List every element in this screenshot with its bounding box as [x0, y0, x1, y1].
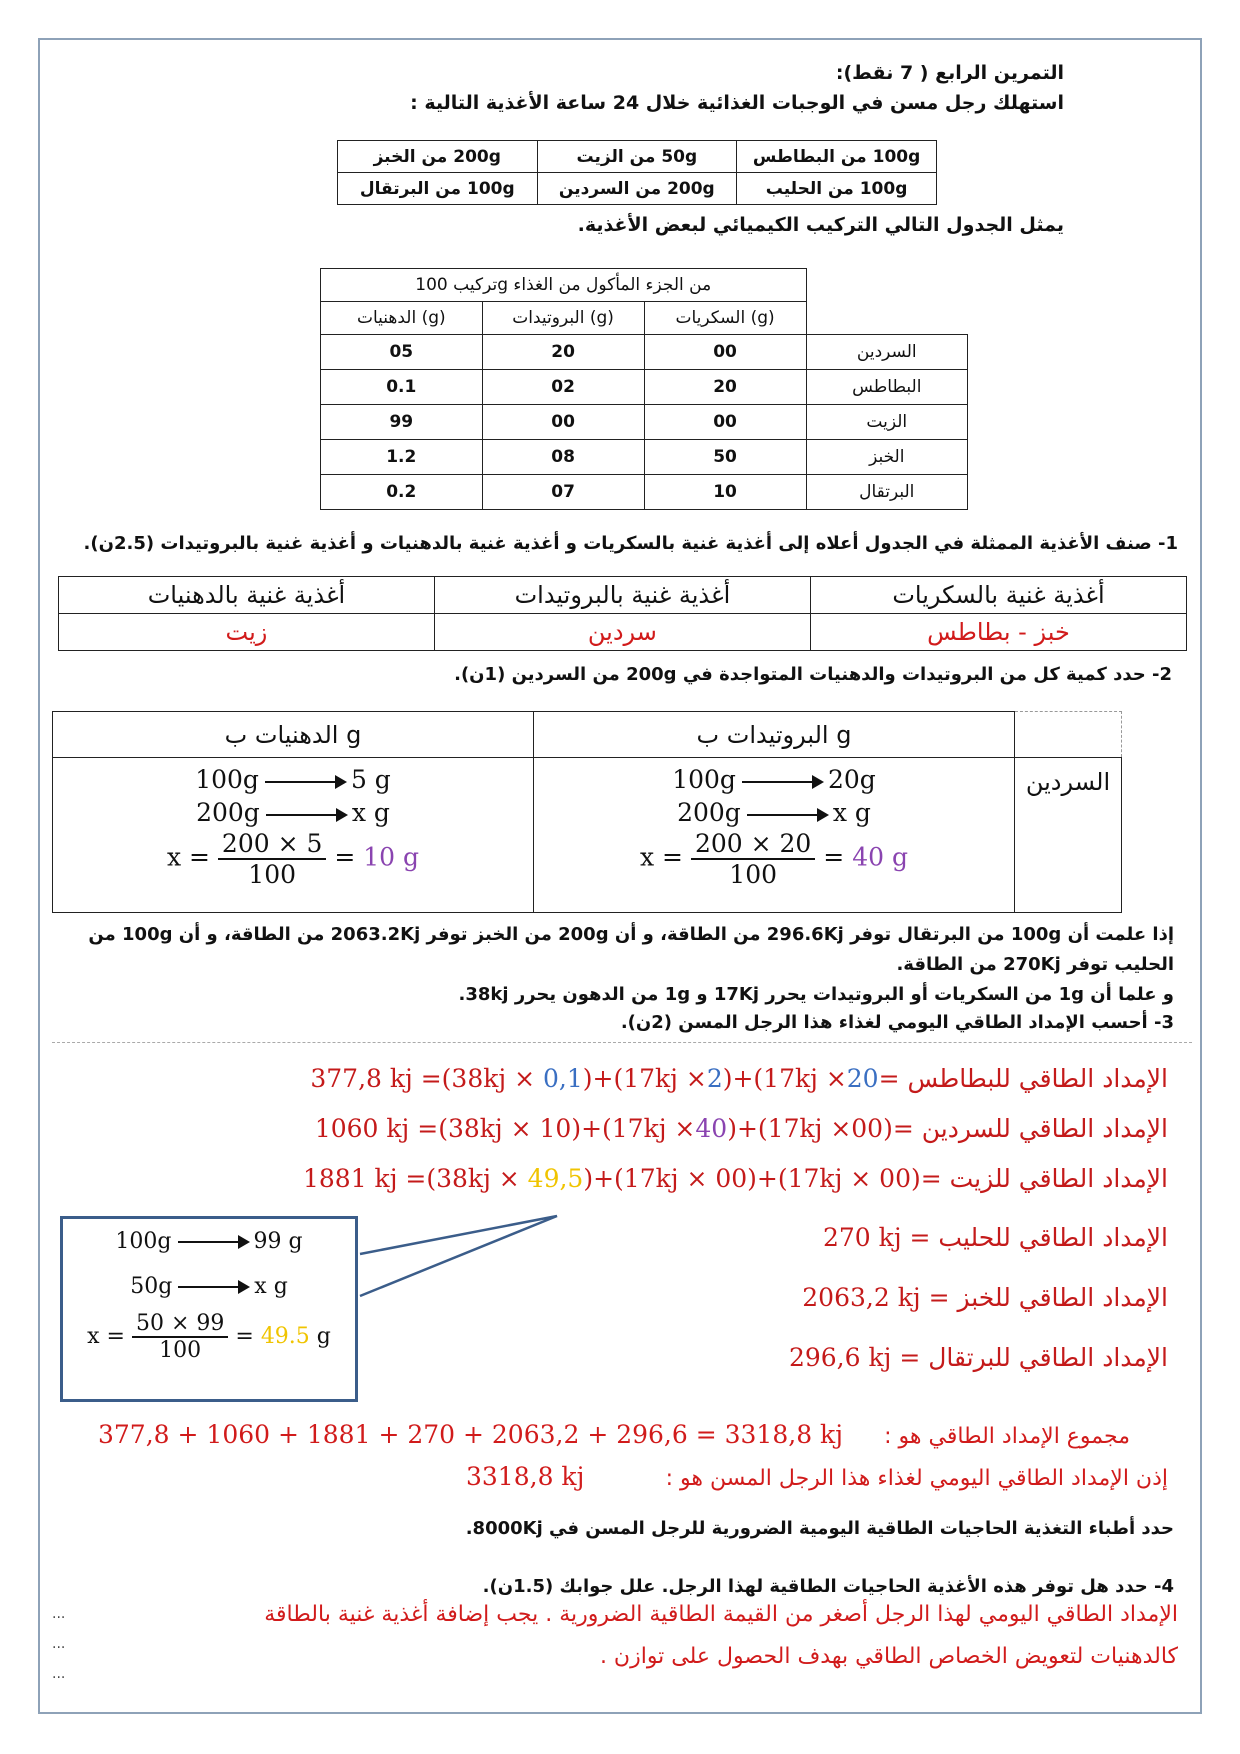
question-1: 1- صنف الأغذية الممثلة في الجدول أعلاه إلى أغذية غنية بالسكريات و أغذية غنية بالدهنيات و أغذية غنية بالبروتيدات (2.5ن).	[83, 533, 1178, 554]
food-name: البرتقال	[806, 475, 967, 510]
answer-4-line-1: الإمداد الطاقي اليومي لهذا الرجل أصغر من القيمة الطاقية الضرورية . يجب إضافة أغذية غنية بالطاقة	[264, 1602, 1178, 1627]
calc-text: 200g	[677, 798, 741, 827]
fraction-denominator: 100	[159, 1338, 202, 1363]
proteins-value: 20	[482, 335, 644, 370]
intro-text: استهلك رجل مسن في الوجبات الغذائية خلال 24 ساعة الأغذية التالية :	[410, 92, 1064, 114]
fraction-numerator: 200 × 20	[691, 829, 815, 860]
calc-text: 100g	[195, 765, 259, 794]
calc-text: x g	[832, 798, 871, 827]
header-proteins-rich: أغذية غنية بالبروتيدات	[434, 577, 810, 614]
header-proteins: البروتيدات (g)	[482, 302, 644, 335]
calc-text: 5 g	[350, 765, 391, 794]
energy-value: 0,1	[542, 1064, 583, 1093]
food-name: الزيت	[806, 405, 967, 440]
info-line-2: و علما أن 1g من السكريات أو البروتيدات يحرر 17Kj و 1g من الدهون يحرر 38kj.	[458, 984, 1174, 1005]
dots: ...	[52, 1666, 66, 1682]
energy-result: 377,8 kj	[310, 1064, 413, 1093]
table-cell: 100g من البطاطس	[737, 141, 937, 173]
calc-text: x =	[166, 842, 210, 872]
calc-text: x g	[254, 1274, 288, 1299]
energy-potato: الإمداد الطاقي للبطاطس =377,8 kj =(38kj × 0,1)+(17kj ×2)+(17kj ×20	[310, 1064, 1168, 1093]
total-formula: 377,8 + 1060 + 1881 + 270 + 2063,2 + 296,6 = 3318,8 kj	[98, 1420, 843, 1449]
calc-text: 100g	[115, 1229, 172, 1254]
dots: ...	[52, 1606, 66, 1622]
calc-text: 20g	[827, 765, 876, 794]
fats-value: 1.2	[321, 440, 483, 475]
table-cell: 200g من الخبز	[338, 141, 538, 173]
exercise-title: التمرين الرابع ( 7 نقط):	[835, 62, 1064, 84]
energy-label: الإمداد الطاقي للسردين =	[892, 1114, 1168, 1143]
answer-sugars-rich: خبز - بطاطس	[810, 614, 1186, 651]
daily-value: 3318,8 kj	[466, 1462, 585, 1491]
header-proteins-g: البروتيدات ب g	[534, 712, 1015, 758]
answer-4-line-2: كالدهنيات لتعويض الخصاص الطاقي بهدف الحصول على توازن .	[599, 1644, 1178, 1669]
fats-value: 99	[321, 405, 483, 440]
energy-value: 40	[695, 1114, 728, 1143]
fraction-numerator: 200 × 5	[218, 829, 326, 860]
fats-result: 10 g	[363, 842, 420, 872]
sugars-value: 20	[644, 370, 806, 405]
calc-text: x =	[640, 842, 684, 872]
sugars-value: 50	[644, 440, 806, 475]
fraction	[132, 1311, 228, 1363]
calc-text: x g	[351, 798, 390, 827]
energy-label: الإمداد الطاقي للخبز =	[928, 1283, 1168, 1312]
energy-sardine: الإمداد الطاقي للسردين =1060 kj =(38kj × 10)+(17kj ×40)+(17kj ×00)	[314, 1114, 1168, 1143]
proteins-result: 40 g	[852, 842, 908, 872]
calc-text: =	[823, 842, 845, 872]
info-line-1: إذا علمت أن 100g من البرتقال توفر 296.6Kj من الطاقة، و أن 200g من الخبز توفر 2063.2Kj من الطاقة، و أن 100g من	[88, 924, 1174, 945]
food-name: البطاطس	[806, 370, 967, 405]
fraction-numerator: 50 × 99	[132, 1311, 228, 1338]
energy-result: 1881 kj	[302, 1164, 398, 1193]
calc-text: 100g	[672, 765, 736, 794]
calc-text: =	[235, 1324, 254, 1349]
energy-result: 270 kj	[823, 1223, 902, 1252]
proteins-value: 00	[482, 405, 644, 440]
arrow-icon	[178, 1241, 248, 1243]
table-cell: 200g من السردين	[537, 173, 737, 205]
header-fats-g: الدهنيات ب g	[53, 712, 534, 758]
calc-text: =	[334, 842, 356, 872]
header-sugars: السكريات (g)	[644, 302, 806, 335]
energy-label: الإمداد الطاقي للحليب =	[909, 1223, 1168, 1252]
fats-value: 0.2	[321, 475, 483, 510]
answer-proteins-rich: سردين	[434, 614, 810, 651]
energy-result: 296,6 kj	[788, 1343, 892, 1372]
oil-result: 49.5	[260, 1324, 310, 1349]
info-line-1b: الحليب توفر 270Kj من الطاقة.	[896, 954, 1174, 975]
fats-value: 0.1	[321, 370, 483, 405]
oil-callout-box	[60, 1216, 358, 1402]
calc-text: g	[316, 1324, 331, 1349]
proteins-value: 08	[482, 440, 644, 475]
sugars-value: 10	[644, 475, 806, 510]
row-label-sardine: السردين	[1015, 758, 1122, 913]
proteins-value: 07	[482, 475, 644, 510]
energy-label: الإمداد الطاقي للزيت =	[920, 1164, 1168, 1193]
question-4: 4- حدد هل توفر هذه الأغذية الحاجيات الطاقية لهذا الرجل. علل جوابك (1.5ن).	[482, 1576, 1174, 1597]
doctors-info: حدد أطباء التغذية الحاجيات الطاقية اليومية الضرورية للرجل المسن في 8000Kj.	[465, 1518, 1174, 1539]
total-label: مجموع الإمداد الطاقي هو :	[884, 1424, 1130, 1449]
energy-oil: الإمداد الطاقي للزيت =1881 kj =(38kj × 49,5)+(17kj × 00)+(17kj × 00)	[302, 1164, 1168, 1193]
table-cell: 100g من الحليب	[737, 173, 937, 205]
energy-value: 20	[846, 1064, 879, 1093]
table-cell: 100g من البرتقال	[338, 173, 538, 205]
calc-text: 200g	[196, 798, 260, 827]
energy-result: 1060 kj	[314, 1114, 410, 1143]
table-cell: 50g من الزيت	[537, 141, 737, 173]
food-name: السردين	[806, 335, 967, 370]
dots: ...	[52, 1636, 66, 1652]
calc-text: x =	[87, 1324, 125, 1349]
fats-value: 05	[321, 335, 483, 370]
question-2: 2- حدد كمية كل من البروتيدات والدهنيات المتواجدة في 200g من السردين (1ن).	[454, 664, 1172, 685]
fraction-denominator: 100	[729, 860, 778, 889]
calc-text: 50g	[130, 1274, 173, 1299]
food-name: الخبز	[806, 440, 967, 475]
energy-label: الإمداد الطاقي للبطاطس =	[878, 1064, 1168, 1093]
proteins-value: 02	[482, 370, 644, 405]
arrow-icon	[178, 1286, 248, 1288]
calc-text: 99 g	[253, 1229, 303, 1254]
question-3: 3- أحسب الإمداد الطاقي اليومي لغذاء هذا الرجل المسن (2ن).	[620, 1012, 1174, 1033]
fraction-denominator: 100	[248, 860, 297, 889]
energy-value: 2	[706, 1064, 723, 1093]
sugars-value: 00	[644, 405, 806, 440]
composition-caption: تركيب 100g من الجزء المأكول من الغذاء	[321, 269, 807, 302]
energy-label: الإمداد الطاقي للبرتقال =	[899, 1343, 1168, 1372]
header-fats-rich: أغذية غنية بالدهنيات	[59, 577, 435, 614]
energy-result: 2063,2 kj	[802, 1283, 921, 1312]
daily-label: إذن الإمداد الطاقي اليومي لغذاء هذا الرجل المسن هو :	[665, 1466, 1168, 1491]
energy-value: 49,5	[527, 1164, 584, 1193]
composition-intro: يمثل الجدول التالي التركيب الكيميائي لبعض الأغذية.	[577, 214, 1064, 236]
header-sugars-rich: أغذية غنية بالسكريات	[810, 577, 1186, 614]
sugars-value: 00	[644, 335, 806, 370]
answer-fats-rich: زيت	[59, 614, 435, 651]
header-fats: الدهنيات (g)	[321, 302, 483, 335]
